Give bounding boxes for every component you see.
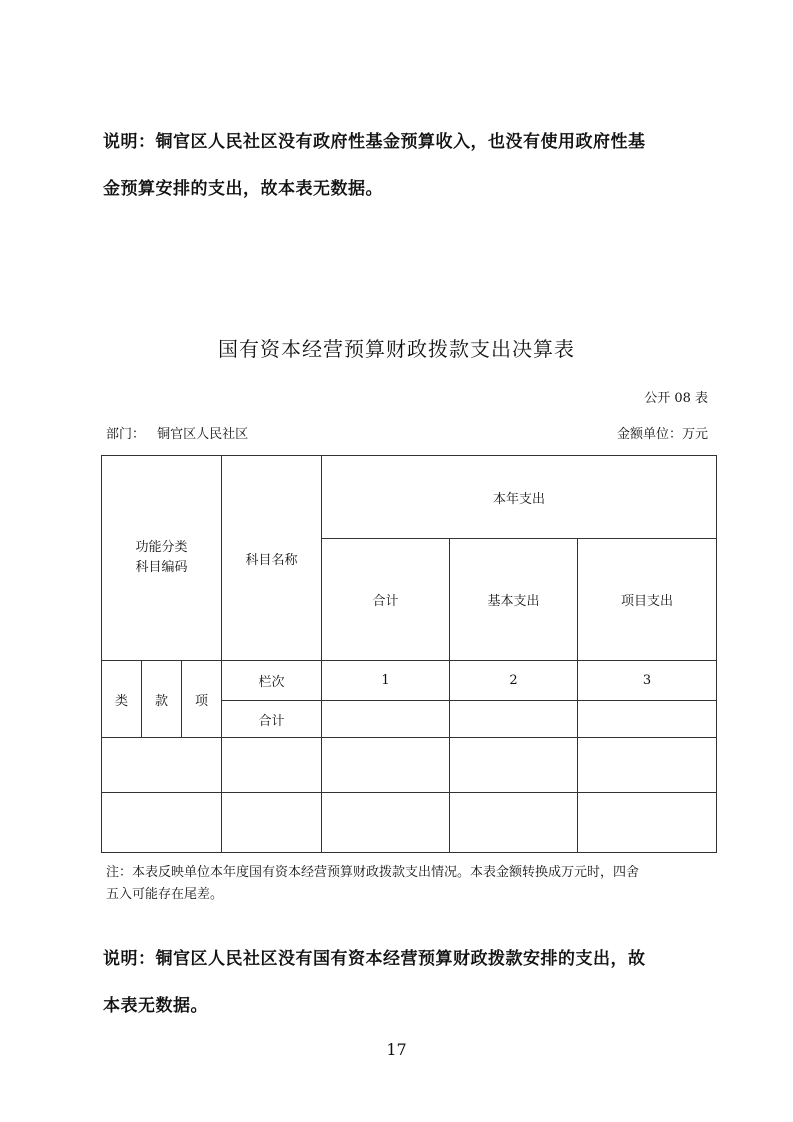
column-number-3: 3: [578, 661, 717, 701]
row-code: [102, 793, 222, 853]
total-row-label: 合计: [222, 701, 322, 738]
row-value-2: [450, 738, 578, 793]
row-code: [102, 738, 222, 793]
header-total: 合计: [322, 539, 450, 661]
footnote: [106, 862, 718, 906]
table-title: 国有资本经营预算财政拨款支出决算表: [218, 337, 575, 361]
header-function-code-line1: 功能分类: [135, 540, 188, 555]
bottom-note-line1: 说明：铜官区人民社区没有国有资本经营预算财政拨款安排的支出，故: [103, 949, 646, 969]
total-value-2: [450, 701, 578, 738]
page-number: 17: [386, 1040, 407, 1059]
footnote-line1: 注：本表反映单位本年度国有资本经营预算财政拨款支出情况。本表金额转换成万元时，四舍: [106, 865, 640, 880]
department-value: 铜官区人民社区: [157, 427, 249, 442]
header-current-year-expenditure: 本年支出: [322, 456, 717, 539]
table-row: [102, 738, 717, 793]
row-value-3: [578, 793, 717, 853]
column-number-label: 栏次: [222, 661, 322, 701]
total-value-1: [322, 701, 450, 738]
footnote-line2: 五入可能存在尾差。: [106, 887, 224, 902]
header-subject-name: 科目名称: [222, 456, 322, 661]
row-name: [222, 738, 322, 793]
total-value-3: [578, 701, 717, 738]
row-value-2: [450, 793, 578, 853]
header-basic-expenditure: 基本支出: [450, 539, 578, 661]
header-project-expenditure: 项目支出: [578, 539, 717, 661]
bottom-note-line2: 本表无数据。: [103, 996, 208, 1016]
header-lei: 类: [102, 661, 142, 738]
header-function-code: [102, 456, 222, 661]
department-label: 部门：: [106, 427, 146, 442]
budget-table: [101, 455, 717, 853]
column-number-2: 2: [450, 661, 578, 701]
row-name: [222, 793, 322, 853]
header-xiang: 项: [182, 661, 222, 738]
header-kuan: 款: [142, 661, 182, 738]
form-code: 公开 08 表: [644, 391, 708, 406]
unit-label: 金额单位：万元: [616, 427, 708, 442]
table-row: [102, 793, 717, 853]
department-row: [106, 423, 248, 442]
column-number-1: 1: [322, 661, 450, 701]
row-value-1: [322, 793, 450, 853]
header-function-code-line2: 科目编码: [135, 560, 188, 575]
top-note-line1: 说明：铜官区人民社区没有政府性基金预算收入，也没有使用政府性基: [103, 132, 646, 152]
row-value-3: [578, 738, 717, 793]
top-note-line2: 金预算安排的支出，故本表无数据。: [103, 179, 383, 199]
row-value-1: [322, 738, 450, 793]
